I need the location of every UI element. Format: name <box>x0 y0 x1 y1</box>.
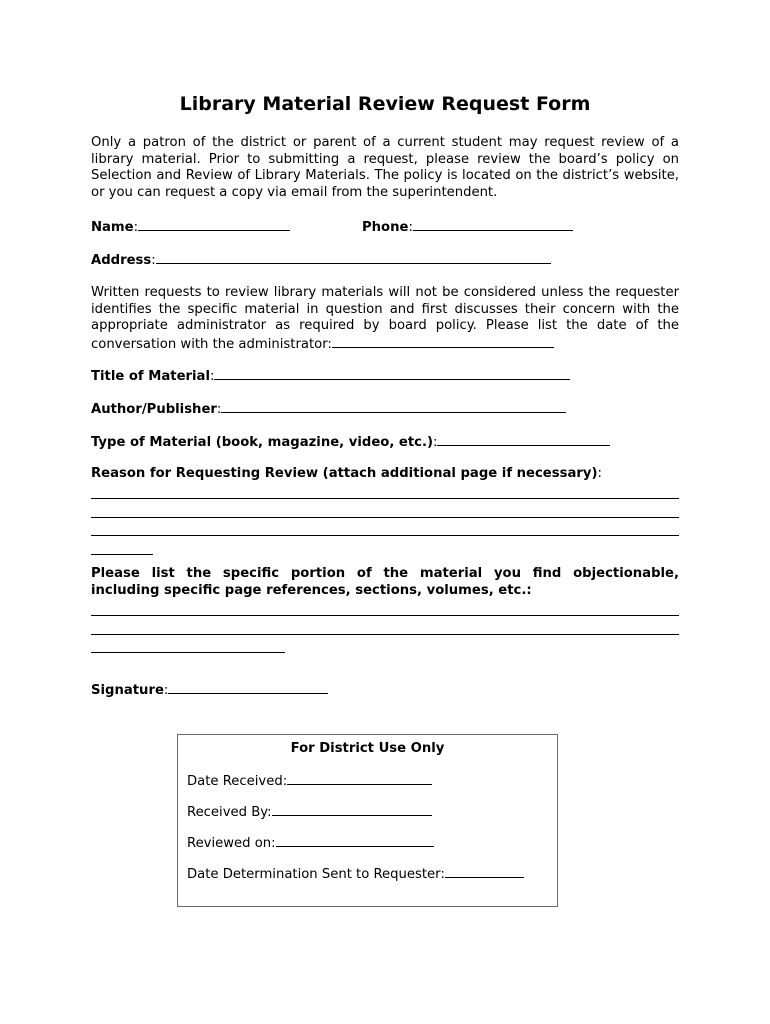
signature-colon: : <box>163 683 169 698</box>
signature-field[interactable] <box>168 681 328 694</box>
address-row <box>91 251 551 270</box>
phone-field[interactable] <box>413 218 573 231</box>
phone-colon: : <box>408 220 413 235</box>
date-received-label: Date Received: <box>187 774 288 789</box>
reason-row <box>91 466 602 483</box>
title-label: Title of Material <box>91 369 210 384</box>
received-by-row <box>187 803 432 820</box>
type-row <box>91 433 610 452</box>
determination-row <box>187 865 524 882</box>
reviewed-on-field[interactable] <box>276 834 434 847</box>
address-field[interactable] <box>156 251 551 264</box>
portion-label: Please list the specific portion of the material you find objectionable, including specific page references, sections, volumes, etc.: <box>91 566 679 598</box>
reason-field[interactable] <box>91 484 679 558</box>
district-box-title: For District Use Only <box>290 741 445 756</box>
name-row <box>91 218 290 237</box>
conversation-date-field[interactable] <box>332 335 554 348</box>
district-use-box <box>177 734 558 907</box>
author-row <box>91 400 566 419</box>
determination-field[interactable] <box>445 865 524 878</box>
reason-line <box>91 521 679 536</box>
requirement-paragraph <box>91 285 679 353</box>
received-by-label: Received By: <box>187 805 272 820</box>
reviewed-on-label: Reviewed on: <box>187 836 276 851</box>
type-field[interactable] <box>437 433 610 446</box>
phone-label: Phone <box>362 220 409 235</box>
address-colon: : <box>151 253 156 268</box>
type-colon: : <box>433 435 438 450</box>
reason-line <box>91 484 679 499</box>
title-colon: : <box>209 369 215 384</box>
author-colon: : <box>216 402 222 417</box>
portion-line <box>91 601 679 616</box>
intro-paragraph: Only a patron of the district or parent of a current student may request review of a library material. Prior to submitting a request, please review the board’s policy on Selection and Review of Library Materials. The policy is located on the district’s website, or you can request a copy via email from the superintendent. <box>91 135 679 200</box>
title-row <box>91 367 570 386</box>
determination-label: Date Determination Sent to Requester: <box>187 867 445 882</box>
portion-line <box>91 620 679 635</box>
reason-label: Reason for Requesting Review (attach additional page if necessary) <box>91 466 598 481</box>
name-colon: : <box>133 220 139 235</box>
received-by-field[interactable] <box>272 803 432 816</box>
name-field[interactable] <box>138 218 290 231</box>
date-received-field[interactable] <box>287 772 432 785</box>
requirement-text: Written requests to review library materials will not be considered unless the requester identifies the specific material in question and first discusses their concern with the appropriate administrator as required by board policy. Please list the date of the conversation with the administrator: <box>91 285 679 352</box>
page-title: Library Material Review Request Form <box>179 93 591 115</box>
phone-row <box>362 218 573 237</box>
portion-line <box>91 638 285 653</box>
date-received-row <box>187 772 432 789</box>
reason-colon: : <box>597 466 602 481</box>
signature-row <box>91 681 328 700</box>
reason-line <box>91 503 679 518</box>
signature-label: Signature <box>91 683 164 698</box>
name-label: Name <box>91 220 134 235</box>
type-label: Type of Material (book, magazine, video, etc.) <box>91 435 434 450</box>
title-field[interactable] <box>214 367 570 380</box>
author-label: Author/Publisher <box>91 402 217 417</box>
portion-field[interactable] <box>91 601 679 657</box>
author-field[interactable] <box>221 400 566 413</box>
reason-line <box>91 540 153 555</box>
address-label: Address <box>91 253 152 268</box>
reviewed-on-row <box>187 834 434 851</box>
